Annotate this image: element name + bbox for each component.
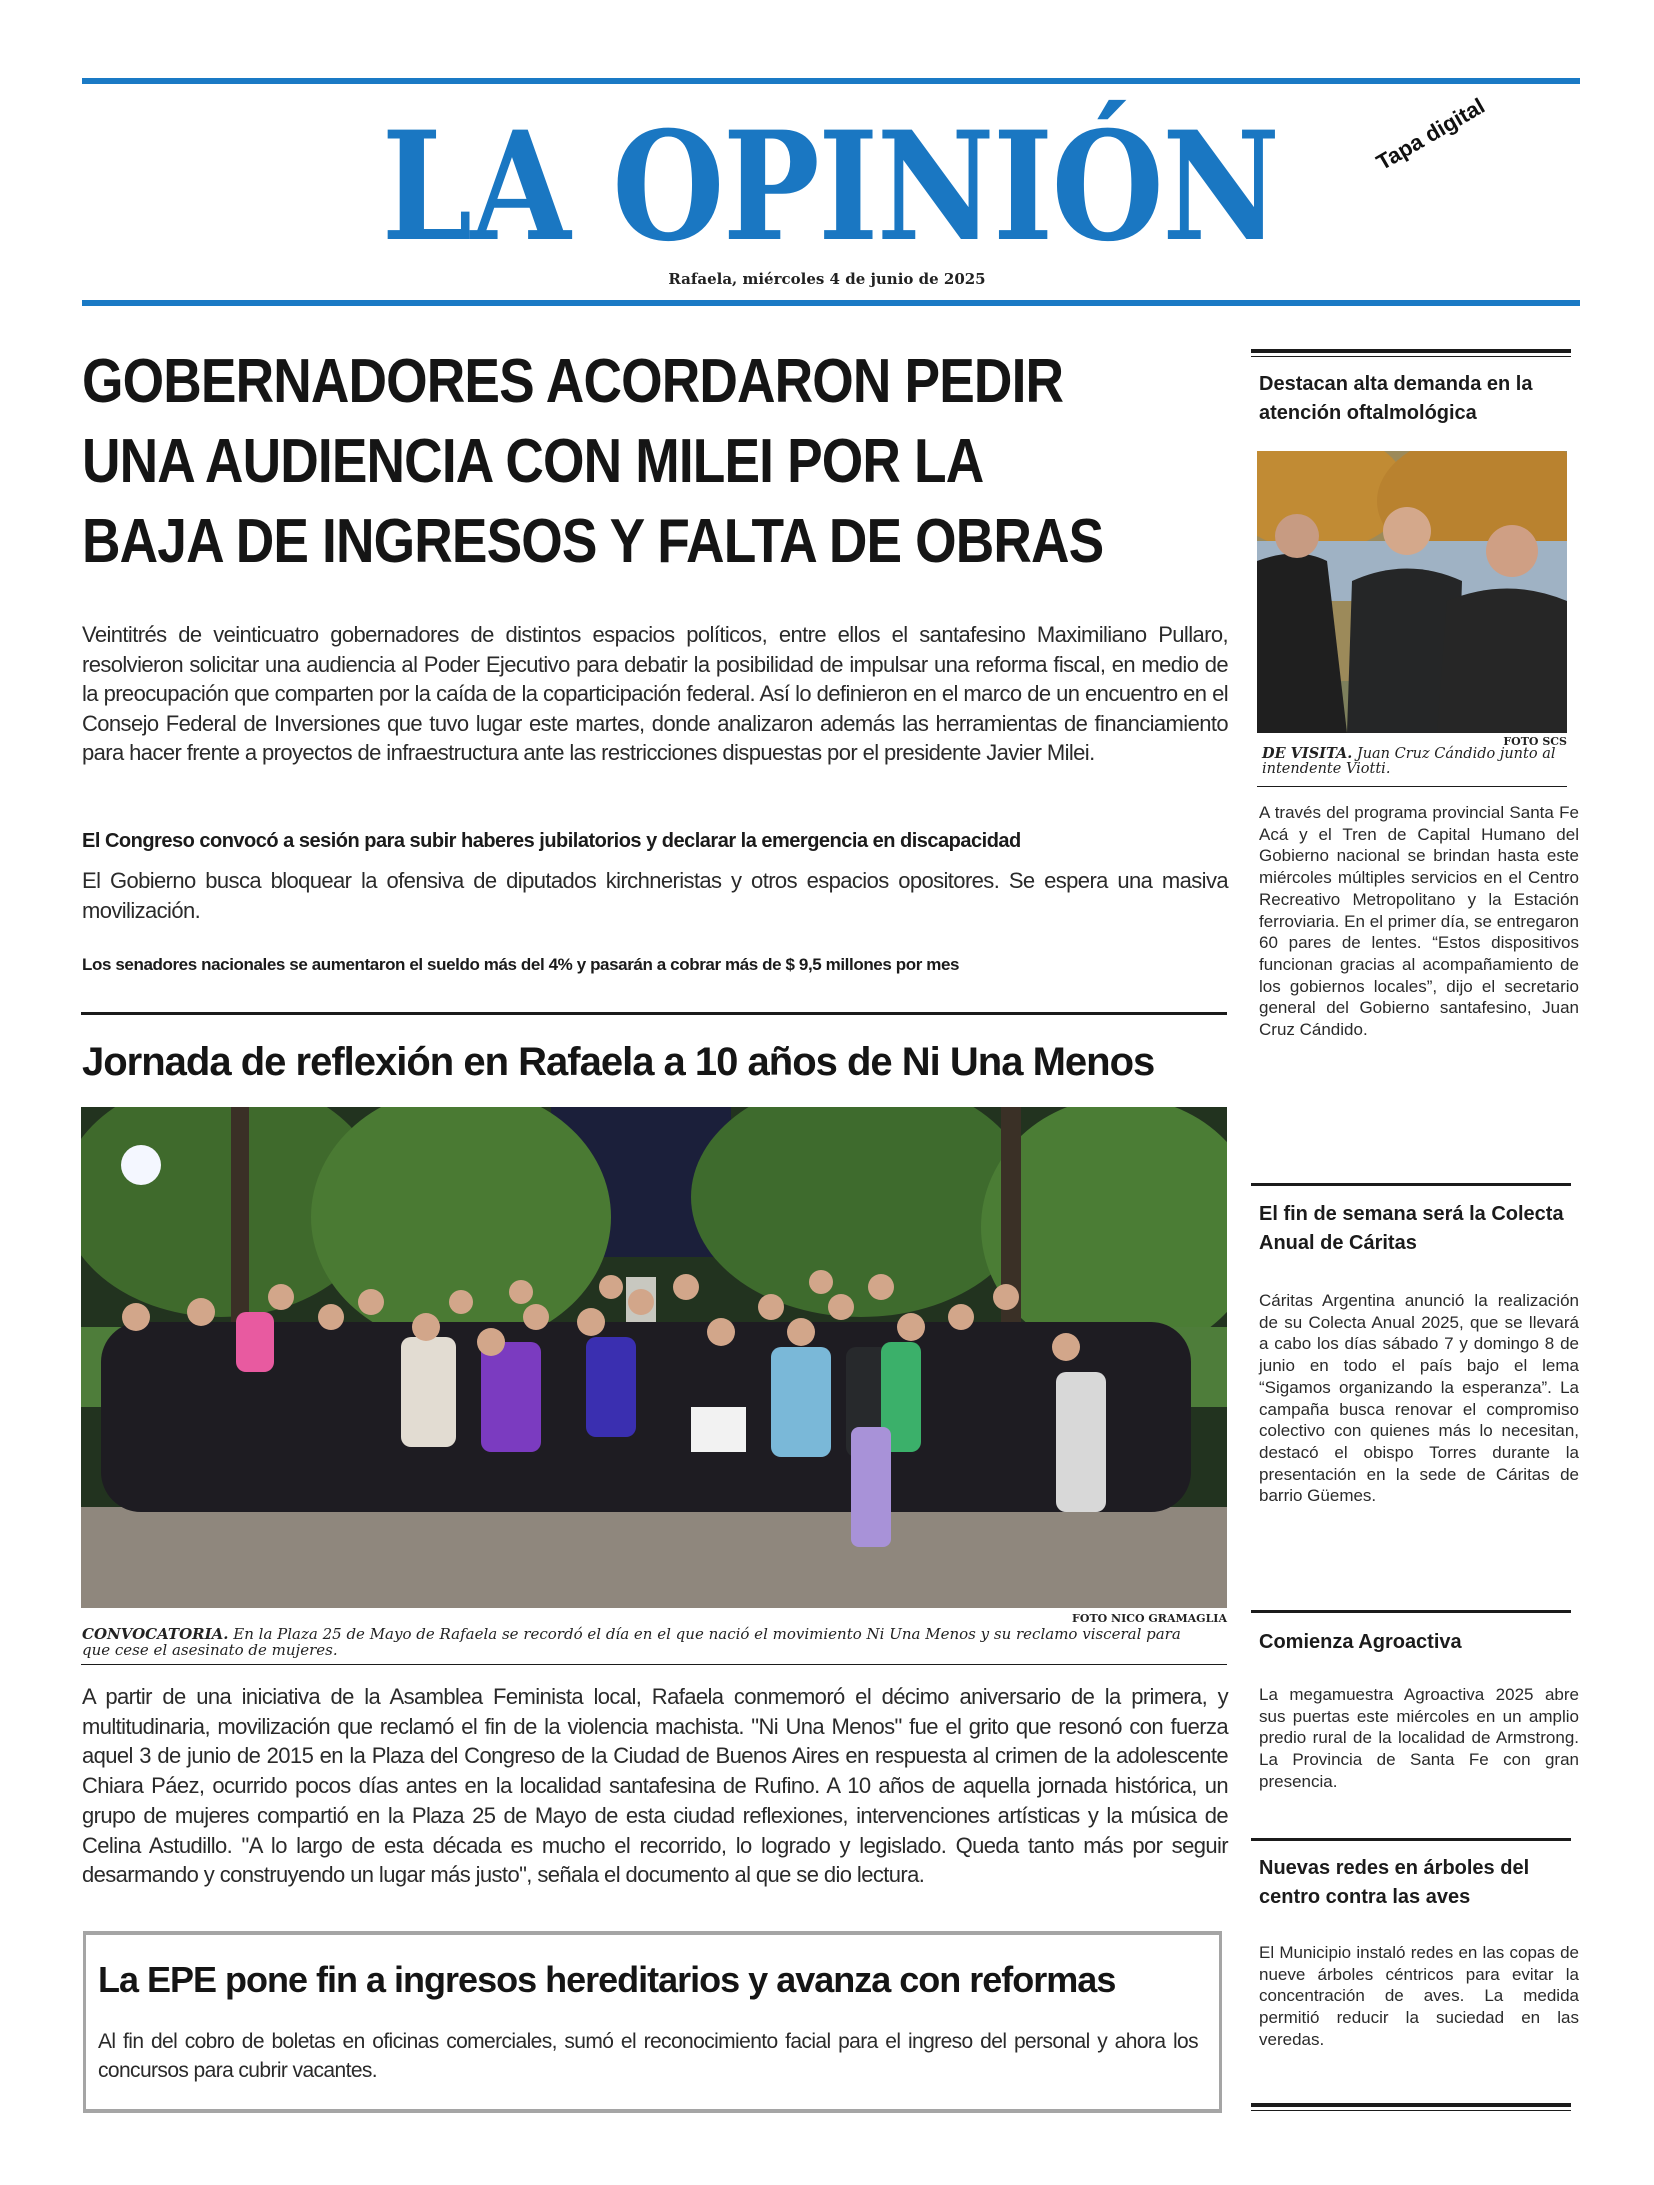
epe-body: Al fin del cobro de boletas en oficinas comerciales, sumó el reconocimiento facial para el ingreso del personal y ahora los concursos para cubrir vacantes.: [98, 2030, 1198, 2082]
caption-rule: [81, 1664, 1227, 1665]
masthead-top-rule: [82, 78, 1580, 84]
caption-text: En la Plaza 25 de Mayo de Rafaela se recordó el día en el que nació el movimiento Ni Una Menos y su reclamo visceral para que cese el asesinato de mujeres.: [82, 1625, 1181, 1659]
sidebar-caption-rule: [1257, 786, 1567, 787]
photo-credit: FOTO NICO GRAMAGLIA: [1072, 1612, 1227, 1625]
lead-headline-line: BAJA DE INGRESOS Y FALTA DE OBRAS: [82, 507, 1104, 576]
redes-arboles-body: El Municipio instaló redes en las copas de nueve árboles céntricos para evitar la concentración de aves. La medida permitió reducir la suciedad en las veredas.: [1259, 1943, 1579, 2049]
sidebar-divider: [1251, 1610, 1571, 1613]
caritas-body: Cáritas Argentina anunció la realización de su Colecta Anual 2025, que se llevará a cabo los días sábado 7 y domingo 8 de junio en todo el país bajo el lema “Sigamos organizando la esperanza”. La campaña busca renovar el compromiso colectivo con quienes más lo necesitan, destacó el obispo Torres durante la presentación en la sede de Cáritas de barrio Güemes.: [1259, 1291, 1579, 1506]
epe-story-box[interactable]: [83, 1931, 1222, 2113]
sidebar-caption-lead: DE VISITA.: [1262, 745, 1353, 762]
caption-lead: CONVOCATORIA.: [82, 1625, 229, 1643]
sidebar-headline[interactable]: El fin de semana será la Colecta Anual de Cáritas: [1259, 1203, 1564, 1254]
sidebar-item-caritas[interactable]: [1251, 1200, 1571, 1258]
sidebar-headline[interactable]: Destacan alta demanda en la atención oftalmológica: [1259, 373, 1533, 424]
ni-una-menos-headline[interactable]: Jornada de reflexión en Rafaela a 10 años de Ni Una Menos: [82, 1040, 1155, 1084]
senadores-headline[interactable]: Los senadores nacionales se aumentaron el sueldo más del 4% y pasarán a cobrar más de $ 9,5 millones por mes: [82, 955, 960, 974]
congreso-headline[interactable]: El Congreso convocó a sesión para subir haberes jubilatorios y declarar la emergencia en discapacidad: [82, 830, 1021, 852]
sidebar-top-rule-thin: [1251, 356, 1571, 357]
lead-headline[interactable]: [82, 342, 1228, 582]
photo-caption: [82, 1626, 1182, 1658]
oftalmologia-body: A través del programa provincial Santa Fe Acá y el Tren de Capital Humano del Gobierno nacional se brindan hasta este miércoles múltiples servicios en el Centro Recreativo Metropolitano y la Estación ferroviaria. En el primer día, se entregaron 60 pares de lentes. “Estos dispositivos funcionan gracias al acompañamiento de los gobiernos locales”, dijo el secretario general del Gobierno santafesino, Juan Cruz Cándido.: [1259, 803, 1579, 1040]
sidebar-item-agroactiva[interactable]: [1251, 1628, 1571, 1657]
newspaper-logo: LA OPINIÓN: [381, 99, 1279, 275]
sidebar-divider: [1251, 1838, 1571, 1841]
sidebar-item-oftalmologia[interactable]: [1251, 370, 1571, 428]
sidebar-photo-caption: [1262, 746, 1562, 777]
ni-una-menos-photo[interactable]: [81, 1107, 1227, 1608]
sidebar-bottom-rule-thin: [1251, 2110, 1571, 2111]
ni-una-menos-body: A partir de una iniciativa de la Asamblea Feminista local, Rafaela conmemoró el décimo aniversario de la primera, y multitudinaria, movilización que reclamó el fin de la violencia machista. "Ni Una Menos" fue el grito que resonó con fuerza aquel 3 de junio de 2015 en la Plaza del Congreso de la Ciudad de Buenos Aires en respuesta al crimen de la adolescente Chiara Páez, ocurrido pocos días antes en la localidad santafesina de Rufino. A 10 años de aquella jornada histórica, un grupo de mujeres compartió en la Plaza 25 de Mayo de esta ciudad reflexiones, intervenciones artísticas y la música de Celina Astudillo. "A lo largo de esta década es mucho el recorrido, lo logrado y legislado. Queda tanto más por seguir desarmando y construyendo un lugar más justo", señala el documento al que se dio lectura.: [82, 1684, 1228, 1888]
lead-body: Veintitrés de veinticuatro gobernadores de distintos espacios políticos, entre ellos el santafesino Maximiliano Pullaro, resolvieron solicitar una audiencia al Poder Ejecutivo para debatir la posibilidad de impulsar una reforma fiscal, en medio de la preocupación que comparten por la caída de la coparticipación federal. Así lo definieron en el marco de un encuentro en el Consejo Federal de Inversiones que tuvo lugar este martes, donde analizaron además las herramientas de financiamiento para hacer frente a proyectos de infraestructura ante las restricciones dispuestas por el presidente Javier Milei.: [82, 622, 1228, 765]
agroactiva-body: La megamuestra Agroactiva 2025 abre sus puertas este miércoles en un amplio predio rural de la localidad de Armstrong. La Provincia de Santa Fe con gran presencia.: [1259, 1685, 1579, 1791]
section-divider: [81, 1012, 1227, 1015]
sidebar-photo-credit: FOTO SCS: [1503, 735, 1567, 748]
sidebar-item-redes-arboles[interactable]: [1251, 1854, 1571, 1912]
oftalmologia-photo[interactable]: [1257, 451, 1567, 733]
sidebar-top-rule: [1251, 349, 1571, 353]
sidebar-bottom-rule: [1251, 2103, 1571, 2107]
officials-photo-illustration: [1257, 451, 1567, 733]
sidebar-headline[interactable]: Nuevas redes en árboles del centro contra las aves: [1259, 1857, 1530, 1908]
epe-headline[interactable]: La EPE pone fin a ingresos hereditarios y avanza con reformas: [98, 1959, 1116, 2000]
congreso-body: El Gobierno busca bloquear la ofensiva de diputados kirchneristas y otros espacios opositores. Se espera una masiva movilización.: [82, 868, 1228, 923]
lead-headline-line: UNA AUDIENCIA CON MILEI POR LA: [82, 427, 984, 496]
masthead-bottom-rule: [82, 300, 1580, 306]
sidebar-headline[interactable]: Comienza Agroactiva: [1259, 1631, 1462, 1653]
tapa-digital-badge: Tapa digital: [1372, 93, 1489, 176]
dateline: Rafaela, miércoles 4 de junio de 2025: [668, 270, 986, 288]
sidebar-caption-text: Juan Cruz Cándido junto al intendente Viotti.: [1262, 746, 1556, 777]
group-photo-illustration: [81, 1107, 1227, 1608]
sidebar-divider: [1251, 1183, 1571, 1186]
lead-headline-line: GOBERNADORES ACORDARON PEDIR: [82, 347, 1064, 416]
